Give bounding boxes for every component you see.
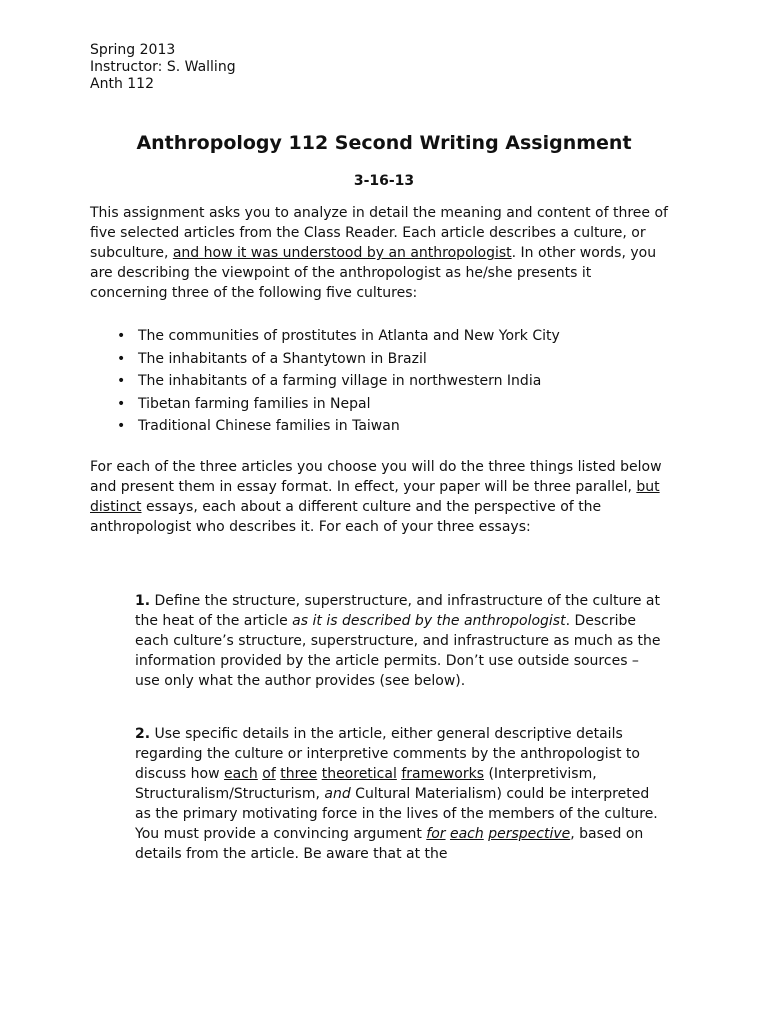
bullet-icon: • <box>117 418 126 434</box>
instructor-line: Instructor: S. Walling <box>90 59 236 75</box>
intro-paragraph <box>90 203 670 303</box>
list-item-text: Tibetan farming families in Nepal <box>138 395 371 412</box>
underlined-but: but <box>636 479 660 495</box>
list-item <box>90 393 690 416</box>
instructions-paragraph <box>90 457 670 537</box>
emphasis-for: for <box>426 826 446 842</box>
assignment-date: 3-16-13 <box>353 173 415 189</box>
item-number: 1. <box>135 593 151 609</box>
instructions-text-1: For each of the three articles you choose you will do the three things listed below and present them in essay format. In effect, your paper will be three parallel, <box>90 459 662 495</box>
instructions-text-2: essays, each about a different culture and the perspective of the anthropologist who describes it. For each of your three essays: <box>90 499 602 535</box>
underlined-each: each <box>224 766 258 782</box>
numbered-item-2 <box>135 724 665 864</box>
bullet-icon: • <box>117 395 126 412</box>
item1-text-2: . Describe each culture’s structure, superstructure, and infrastructure as much as the information provided by the article permits. Don’t use outside sources – use only what the author provides (see below). <box>135 613 661 689</box>
emphasis-and: and <box>324 786 351 802</box>
numbered-item-1 <box>135 591 665 691</box>
item-number: 2. <box>135 726 151 742</box>
term-line: Spring 2013 <box>90 42 176 58</box>
intro-underlined-text: and how it was understood by an anthropologist <box>172 245 512 261</box>
intro-text-2: . In other words, you are describing the viewpoint of the anthropologist as he/she presents it concerning three of the following five cultures: <box>90 245 657 301</box>
list-item <box>90 325 690 348</box>
item1-text-1: Define the structure, superstructure, and infrastructure of the culture at the heat of the article <box>135 593 660 629</box>
underlined-three: three <box>280 766 318 782</box>
assignment-title: Anthropology 112 Second Writing Assignment <box>136 132 632 154</box>
list-item <box>90 348 690 371</box>
underlined-distinct: distinct <box>90 499 142 515</box>
item2-text-1: Use specific details in the article, either general descriptive details regarding the culture or interpretive comments by the anthropologist to discuss how <box>135 726 640 782</box>
item2-text-4: , based on details from the article. Be aware that at the <box>135 826 644 862</box>
list-item-text: Traditional Chinese families in Taiwan <box>138 418 400 434</box>
list-item-text: The inhabitants of a farming village in northwestern India <box>138 373 542 389</box>
underlined-theoretical: theoretical <box>321 766 397 782</box>
list-item-text: The communities of prostitutes in Atlanta and New York City <box>138 328 560 344</box>
course-header <box>90 42 236 93</box>
list-item <box>90 415 690 438</box>
item2-text-3: Cultural Materialism) could be interpreted as the primary motivating force in the lives of the members of the culture. You must provide a convincing argument <box>135 786 658 842</box>
list-item-text: The inhabitants of a Shantytown in Brazil <box>138 350 427 367</box>
bullet-icon: • <box>117 373 126 389</box>
item2-text-2: (Interpretivism, Structuralism/Structurism, <box>135 766 597 802</box>
intro-text-1: This assignment asks you to analyze in detail the meaning and content of three of five selected articles from the Class Reader. Each article describes a culture, or subculture, <box>90 205 668 261</box>
course-line: Anth 112 <box>90 76 154 92</box>
underlined-of: of <box>262 766 276 782</box>
bullet-icon: • <box>117 350 126 367</box>
emphasis-perspective: perspective <box>488 826 571 842</box>
list-item <box>90 370 690 393</box>
bullet-icon: • <box>117 328 126 344</box>
cultures-list <box>90 325 690 438</box>
item1-emphasis: as it is described by the anthropologist <box>292 613 566 629</box>
emphasis-each: each <box>449 826 484 842</box>
underlined-frameworks: frameworks <box>401 766 484 782</box>
